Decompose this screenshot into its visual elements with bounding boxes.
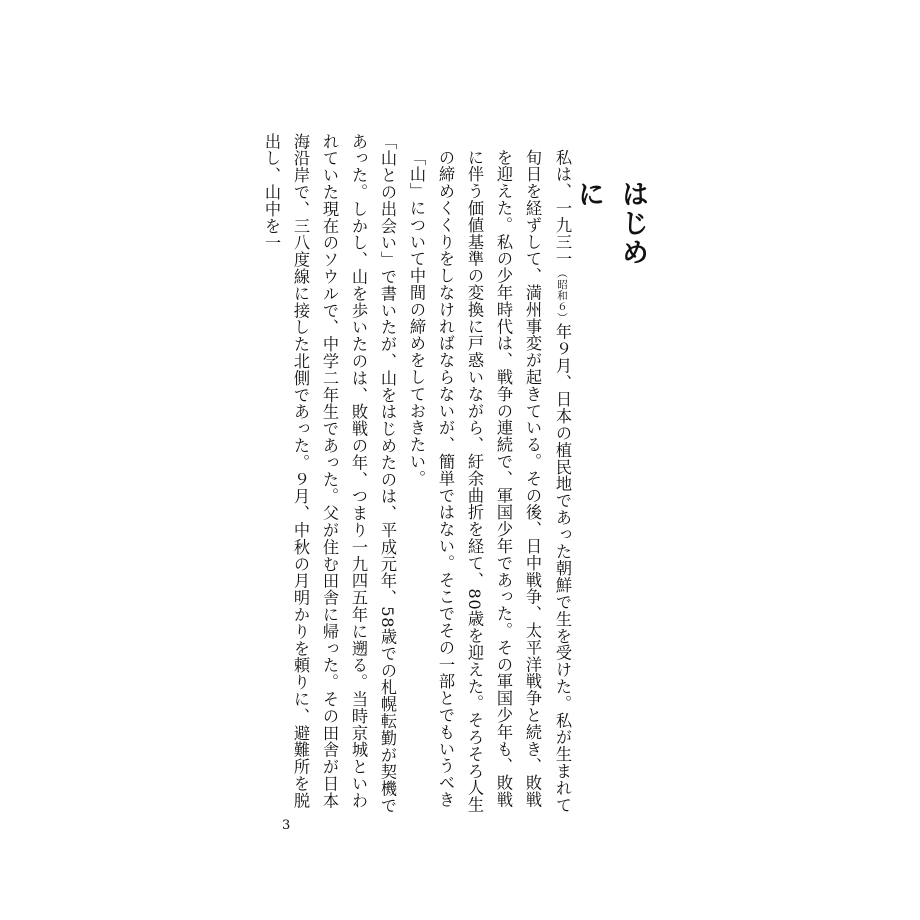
page-number: 3 <box>282 818 291 833</box>
era-annotation: （昭和６） <box>556 267 568 324</box>
paragraph-1-segment-1: 私は、一九三一 <box>553 149 572 268</box>
paragraph-1-segment-3: 年９月、日本の植民地であった朝鮮で生を受けた。私が生まれて旬日を経ずして、満州事変が起きている。その後、日中戦争、太平洋戦争と続き、敗戦を迎えた。私の少年時代は、戦争の連続で、軍国少年であった。その軍国少年も、敗戦に伴う価値基準の変換に戸惑いながら、紆余曲折を経て、80歳を迎えた。そろそろ人生の締めくくりをしなければならないが、簡単ではない。そこでその一部とでもいうべき「山」について中間の締めをしておきたい。 <box>407 149 572 814</box>
paragraph-1 <box>402 133 577 823</box>
page-title: はじめに <box>573 180 648 267</box>
paragraph-2: 「山との出会い」で書いたが、山をはじめたのは、平成元年、58歳での札幌転勤が契機であった。しかし、山を歩いたのは、敗戦の年、つまり一九四五年に遡る。当時京城といわれていた現在のソウルで、中学二年生であった。父が住む田舎に帰った。その田舎が日本海沿岸で、三八度線に接した北側であった。９月、中秋の月明かりを頼りに、避難所を脱出し、山中を一 <box>262 133 397 815</box>
body-text <box>255 133 577 823</box>
